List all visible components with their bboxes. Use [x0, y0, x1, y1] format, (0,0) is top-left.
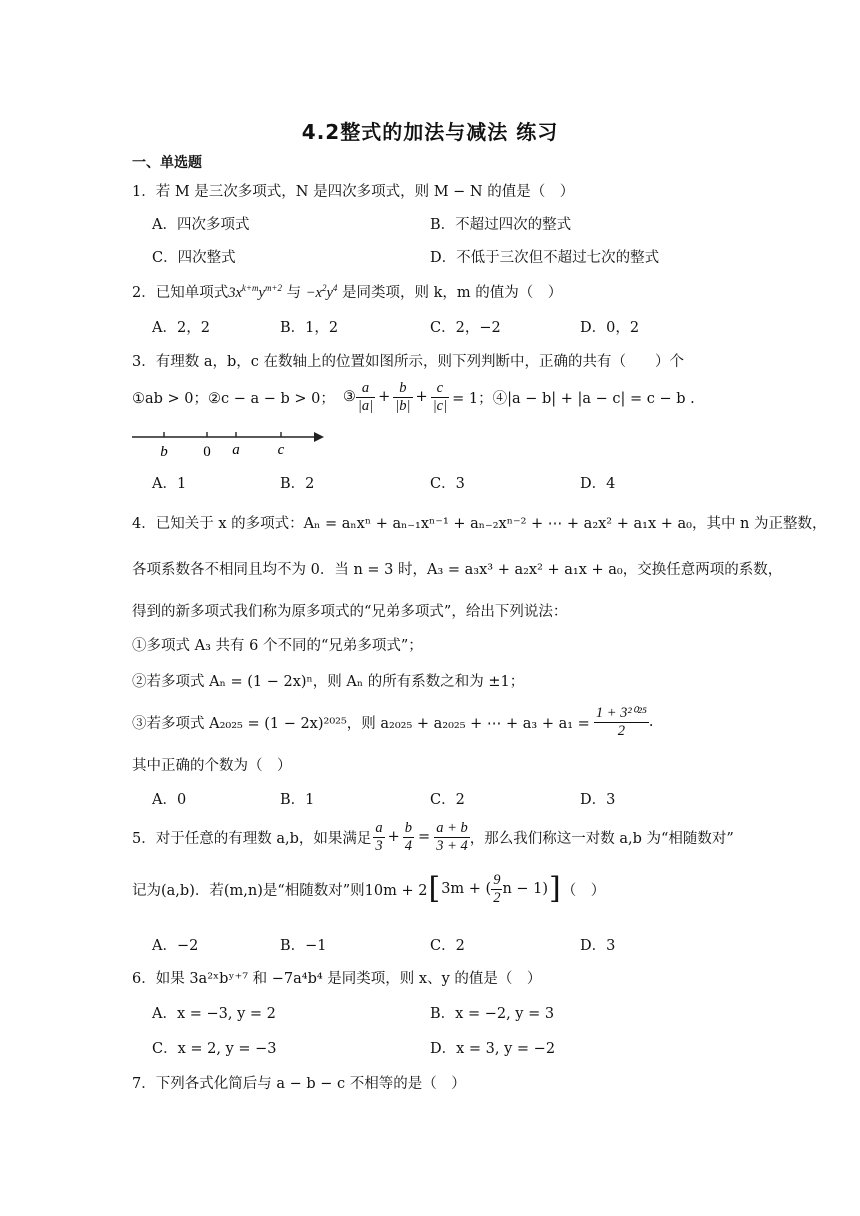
- question-5-option-c[interactable]: C．2: [430, 938, 465, 954]
- q3-frac-a: [356, 380, 375, 414]
- frac-den: 3 + 4: [436, 837, 468, 854]
- question-1-option-c[interactable]: C．四次整式: [152, 250, 236, 266]
- frac-num: 9: [493, 872, 501, 888]
- q5-bracket-inner: 3m + (: [441, 881, 492, 898]
- q2-text-b: 是同类项，则 k，m 的值为（ ）: [342, 285, 563, 301]
- question-3-option-b[interactable]: B．2: [280, 476, 315, 492]
- question-3-option-a[interactable]: A．1: [152, 476, 187, 492]
- q2-m2-exp1: 2: [321, 283, 327, 294]
- question-5-line-1: [132, 820, 734, 854]
- question-4-option-d[interactable]: D．3: [580, 792, 616, 808]
- question-6-stem: 6．如果 3a²ˣbʸ⁺⁷ 和 −7a⁴b⁴ 是同类项，则 x、y 的值是（ ）: [132, 971, 542, 987]
- q2-text-mid: 与: [286, 285, 302, 301]
- q2-monomial-1: [228, 285, 282, 301]
- frac-den: 2: [493, 889, 501, 906]
- question-5-option-b[interactable]: B．−1: [280, 938, 327, 954]
- axis-label-b: b: [160, 444, 168, 460]
- question-4-statement-1: ①多项式 A₃ 共有 6 个不同的“兄弟多项式”；: [132, 638, 423, 654]
- question-6-option-c[interactable]: C．x = 2, y = −3: [152, 1041, 277, 1057]
- question-4-statement-2: ②若多项式 Aₙ = (1 − 2x)ⁿ，则 Aₙ 的所有系数之和为 ±1；: [132, 674, 525, 690]
- frac-num: c: [431, 380, 449, 398]
- question-4-line-2: 各项系数各不相同且均不为 0．当 n = 3 时，A₃ = a₃x³ + a₂x² + a₁x + a₀，交换任意两项的系数，: [132, 562, 783, 578]
- axis-label-c: c: [277, 442, 285, 458]
- q5-bracket-end: n − 1): [502, 881, 549, 898]
- q5-plus: +: [387, 829, 400, 846]
- question-4-line-1: 4．已知关于 x 的多项式：Aₙ = aₙxⁿ + aₙ₋₁xⁿ⁻¹ + aₙ₋₂xⁿ⁻² + ⋯ + a₂x² + a₁x + a₀，其中 n 为正整数，: [132, 516, 827, 532]
- q2-text-a: 2．已知单项式: [132, 285, 229, 301]
- frac-num: a: [375, 820, 383, 836]
- q4-s3-end: .: [648, 714, 654, 731]
- question-2-stem: [132, 281, 562, 302]
- question-4-statement-3: [132, 705, 654, 739]
- q5-bracket-left: [: [428, 871, 441, 907]
- q5-frac-9-2: [491, 872, 502, 906]
- question-4-option-b[interactable]: B．1: [280, 792, 315, 808]
- question-4-count: 其中正确的个数为（ ）: [132, 758, 292, 774]
- frac-num: 1 + 3²⁰²⁵: [595, 705, 647, 721]
- question-1-option-b[interactable]: B．不超过四次的整式: [430, 217, 572, 233]
- question-2-option-d[interactable]: D．0，2: [580, 320, 640, 336]
- q5-paren: （ ）: [561, 882, 606, 899]
- axis-label-0: 0: [203, 444, 211, 460]
- q2-m2-y: y: [326, 285, 333, 301]
- question-4-option-c[interactable]: C．2: [430, 792, 465, 808]
- question-3-option-c[interactable]: C．3: [430, 476, 465, 492]
- axis-label-a: a: [232, 442, 240, 458]
- number-line-arrow-icon: [314, 432, 324, 442]
- question-6-option-b[interactable]: B．x = −2, y = 3: [430, 1006, 555, 1022]
- question-4-option-a[interactable]: A．0: [152, 792, 187, 808]
- frac-den: |c|: [432, 397, 448, 414]
- q5-frac-sum: [434, 820, 470, 854]
- question-4-line-3: 得到的新多项式我们称为原多项式的“兄弟多项式”，给出下列说法：: [132, 604, 568, 620]
- q3-frac-b: [393, 380, 412, 414]
- q5-frac-a3: [373, 820, 384, 854]
- q4-s3-text: ③若多项式 A₂₀₂₅ = (1 − 2x)²⁰²⁵，则 a₂₀₂₅ + a₂₀₂₅ + ⋯ + a₃ + a₁ =: [132, 715, 590, 732]
- q2-m2-exp2: 4: [332, 283, 338, 294]
- question-2-option-c[interactable]: C．2，−2: [430, 320, 501, 336]
- frac-num: a + b: [436, 820, 468, 836]
- frac-den: |a|: [357, 397, 374, 414]
- frac-den: |b|: [395, 397, 411, 414]
- q2-m1-exp2: m+2: [264, 283, 283, 294]
- q5-text-a: 5．对于任意的有理数 a,b，如果满足: [132, 830, 372, 847]
- q5-frac-b4: [403, 820, 414, 854]
- question-1-stem: 1．若 M 是三次多项式，N 是四次多项式，则 M − N 的值是（ ）: [132, 184, 575, 200]
- page-title: 4.2整式的加法与减法 练习: [301, 120, 559, 144]
- q5-text-b: ，那么我们称这一对数 a,b 为“相随数对”: [469, 830, 734, 847]
- question-2-option-b[interactable]: B．1，2: [280, 320, 339, 336]
- question-6-option-a[interactable]: A．x = −3, y = 2: [152, 1006, 276, 1022]
- question-5-option-d[interactable]: D．3: [580, 938, 616, 954]
- q4-s3-fraction: [594, 705, 649, 739]
- question-1-option-d[interactable]: D．不低于三次但不超过七次的整式: [430, 250, 660, 266]
- question-2-option-a[interactable]: A．2，2: [152, 320, 210, 336]
- q3-statements-1-2: ①ab > 0；②c − a − b > 0；: [132, 390, 335, 407]
- q5-bracket-right: ]: [549, 871, 561, 907]
- frac-den: 3: [375, 837, 383, 854]
- section-heading: 一、单选题: [132, 155, 202, 171]
- q2-m1-y: y: [258, 285, 265, 301]
- number-line-figure: [130, 425, 330, 461]
- q3-frac-c: [431, 380, 449, 414]
- question-3-statements: ①ab > 0；②c − a − b > 0； ③ $\frac{a}{|a|}$ + $\frac{b}{|b|}$ + $\frac{c}{|c|}$ = 1；④|a − b| + |a − c| = c − b .: [132, 380, 695, 414]
- q3-statement-3-prefix: ③: [342, 389, 356, 406]
- frac-den: 4: [404, 837, 413, 854]
- question-6-option-d[interactable]: D．x = 3, y = −2: [430, 1041, 556, 1057]
- frac-den: 2: [617, 722, 625, 739]
- frac-num: a: [356, 380, 375, 398]
- question-5-line-2: [132, 872, 605, 906]
- q2-m1-exp1: k+m: [241, 283, 259, 294]
- q5-eq: =: [418, 829, 431, 846]
- question-5-option-a[interactable]: A．−2: [152, 938, 199, 954]
- q2-monomial-2: [306, 285, 338, 301]
- q2-m2-base: −x: [305, 285, 322, 301]
- frac-num: b: [393, 380, 412, 398]
- q2-m1-base: 3x: [228, 285, 242, 301]
- frac-num: b: [404, 820, 413, 836]
- q5-line2-text: 记为(a,b)．若(m,n)是“相随数对”则10m + 2: [132, 882, 428, 899]
- question-7-stem: 7．下列各式化简后与 a − b − c 不相等的是（ ）: [132, 1076, 466, 1092]
- q3-statement-3-4: = 1；④|a − b| + |a − c| = c − b .: [452, 390, 695, 407]
- question-3-option-d[interactable]: D．4: [580, 476, 616, 492]
- question-3-stem: 3．有理数 a，b，c 在数轴上的位置如图所示，则下列判断中，正确的共有（ ）个: [132, 354, 684, 370]
- question-1-option-a[interactable]: A．四次多项式: [152, 217, 250, 233]
